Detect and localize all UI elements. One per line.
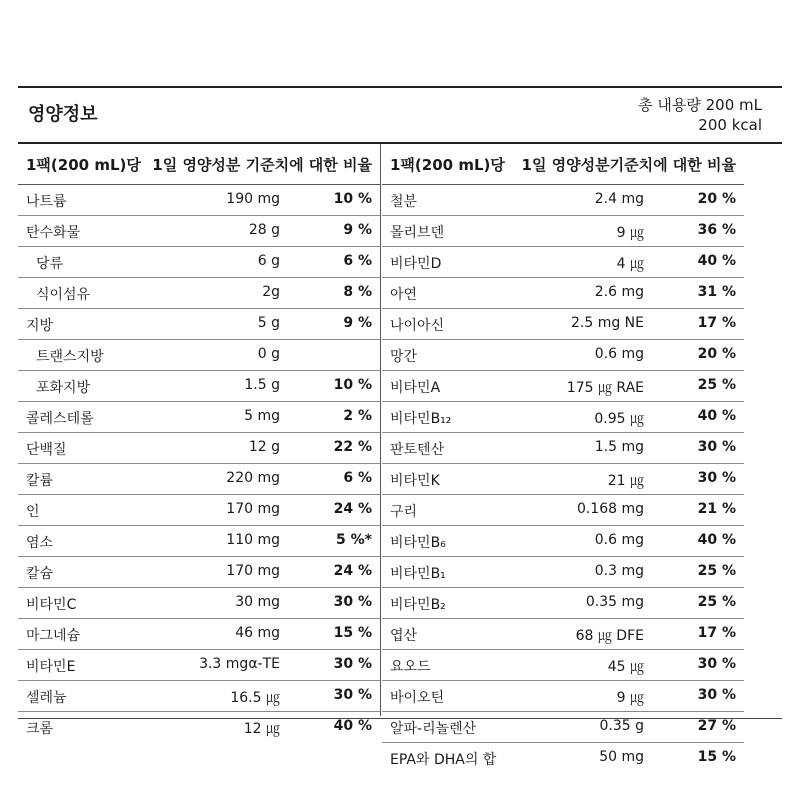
nutrient-name: 구리 bbox=[390, 504, 418, 520]
nutrient-row bbox=[382, 619, 744, 650]
nutrient-name: 알파-리놀렌산 bbox=[390, 721, 477, 737]
nutrient-name: 비타민B₂ bbox=[390, 597, 446, 613]
nutrient-row bbox=[382, 247, 744, 278]
nutrient-name: 칼륨 bbox=[26, 473, 54, 489]
nutrient-row bbox=[382, 681, 744, 712]
nutrient-amount: 2.5 mg NE bbox=[570, 315, 644, 331]
right-column-header bbox=[382, 144, 744, 185]
nutrient-row bbox=[18, 495, 380, 526]
nutrient-daily-pct: 8 % bbox=[343, 284, 372, 300]
nutrient-amount: 175 ㎍ RAE bbox=[566, 380, 644, 396]
nutrient-row bbox=[382, 402, 744, 433]
nutrient-row bbox=[382, 588, 744, 619]
nutrient-name: 망간 bbox=[390, 349, 418, 365]
nutrient-row bbox=[18, 371, 380, 402]
nutrient-amount: 0.3 mg bbox=[594, 563, 644, 579]
nutrient-row bbox=[382, 278, 744, 309]
nutrient-row bbox=[382, 433, 744, 464]
left-rows bbox=[18, 185, 380, 742]
nutrient-row bbox=[18, 588, 380, 619]
nutrient-amount: 2.6 mg bbox=[594, 284, 644, 300]
nutrient-daily-pct: 25 % bbox=[697, 594, 736, 610]
nutrient-name: 셀레늄 bbox=[26, 690, 67, 706]
nutrient-name: 비타민E bbox=[26, 659, 76, 675]
nutrient-daily-pct: 15 % bbox=[697, 749, 736, 765]
nutrient-daily-pct: 30 % bbox=[697, 687, 736, 703]
nutrient-amount: 2.4 mg bbox=[594, 191, 644, 207]
nutrient-name: 바이오틴 bbox=[390, 690, 445, 706]
nutrient-name: 비타민A bbox=[390, 380, 441, 396]
nutrient-daily-pct: 30 % bbox=[697, 656, 736, 672]
nutrient-name: 트랜스지방 bbox=[36, 349, 104, 365]
nutrient-daily-pct: 9 % bbox=[343, 315, 372, 331]
total-kcal: 200 kcal bbox=[698, 116, 762, 134]
nutrient-row bbox=[382, 185, 744, 216]
nutrient-daily-pct: 40 % bbox=[697, 408, 736, 424]
nutrient-name: 비타민B₁ bbox=[390, 566, 446, 582]
nutrient-amount: 190 mg bbox=[226, 191, 280, 207]
nutrient-daily-pct: 22 % bbox=[333, 439, 372, 455]
nutrient-name: 비타민B₁₂ bbox=[390, 411, 452, 427]
nutrient-amount: 4 ㎍ bbox=[616, 256, 644, 272]
nutrient-daily-pct: 5 %* bbox=[336, 532, 372, 548]
nutrient-amount: 45 ㎍ bbox=[607, 659, 644, 675]
nutrient-amount: 12 ㎍ bbox=[243, 721, 280, 737]
nutrient-row bbox=[382, 216, 744, 247]
nutrient-daily-pct: 31 % bbox=[697, 284, 736, 300]
nutrient-amount: 3.3 mgα-TE bbox=[199, 656, 280, 672]
nutrient-amount: 2g bbox=[262, 284, 280, 300]
nutrient-amount: 50 mg bbox=[599, 749, 644, 765]
nutrient-name: 아연 bbox=[390, 287, 418, 303]
nutrient-name: 비타민C bbox=[26, 597, 77, 613]
nutrient-daily-pct: 17 % bbox=[697, 625, 736, 641]
nutrient-row bbox=[382, 650, 744, 681]
nutrient-name: 탄수화물 bbox=[26, 225, 81, 241]
nutrient-amount: 68 ㎍ DFE bbox=[575, 628, 644, 644]
nutrient-name: 염소 bbox=[26, 535, 54, 551]
nutrient-row bbox=[18, 464, 380, 495]
nutrient-daily-pct: 20 % bbox=[697, 191, 736, 207]
nutrient-name: 인 bbox=[26, 504, 40, 520]
nutrient-amount: 21 ㎍ bbox=[607, 473, 644, 489]
daily-value-header: 1일 영양성분 기준치에 대한 비율 bbox=[152, 156, 372, 174]
nutrition-facts-panel bbox=[18, 86, 782, 768]
nutrient-name: 비타민B₆ bbox=[390, 535, 446, 551]
nutrient-amount: 12 g bbox=[248, 439, 280, 455]
nutrient-row bbox=[382, 495, 744, 526]
nutrient-row bbox=[382, 712, 744, 743]
nutrient-amount: 0.95 ㎍ bbox=[594, 411, 644, 427]
nutrient-daily-pct: 25 % bbox=[697, 377, 736, 393]
nutrient-daily-pct: 40 % bbox=[333, 718, 372, 734]
total-volume: 총 내용량 200 mL bbox=[638, 96, 762, 114]
nutrient-amount: 0.6 mg bbox=[594, 346, 644, 362]
nutrient-name: 나트륨 bbox=[26, 194, 67, 210]
nutrient-amount: 1.5 mg bbox=[594, 439, 644, 455]
nutrient-amount: 9 ㎍ bbox=[616, 690, 644, 706]
right-rows bbox=[382, 185, 744, 773]
nutrient-daily-pct: 30 % bbox=[333, 656, 372, 672]
serving-header: 1팩(200 mL)당 bbox=[26, 156, 141, 174]
nutrient-amount: 170 mg bbox=[226, 563, 280, 579]
nutrient-row bbox=[382, 743, 744, 773]
nutrient-row bbox=[382, 464, 744, 495]
nutrient-daily-pct: 10 % bbox=[333, 191, 372, 207]
nutrient-daily-pct: 2 % bbox=[343, 408, 372, 424]
nutrient-row bbox=[18, 185, 380, 216]
nutrient-name: 엽산 bbox=[390, 628, 418, 644]
nutrition-title: 영양정보 bbox=[28, 104, 98, 125]
left-column bbox=[18, 144, 380, 742]
nutrient-row bbox=[18, 650, 380, 681]
nutrient-amount: 0.168 mg bbox=[576, 501, 644, 517]
nutrient-daily-pct: 9 % bbox=[343, 222, 372, 238]
nutrient-amount: 220 mg bbox=[226, 470, 280, 486]
nutrient-amount: 170 mg bbox=[226, 501, 280, 517]
nutrient-amount: 0.6 mg bbox=[594, 532, 644, 548]
nutrient-daily-pct: 27 % bbox=[697, 718, 736, 734]
nutrient-daily-pct: 17 % bbox=[697, 315, 736, 331]
nutrient-daily-pct: 15 % bbox=[333, 625, 372, 641]
nutrient-row bbox=[18, 557, 380, 588]
nutrient-daily-pct: 30 % bbox=[333, 594, 372, 610]
nutrient-amount: 0.35 mg bbox=[585, 594, 644, 610]
nutrition-header bbox=[18, 88, 782, 142]
nutrient-name: 비타민D bbox=[390, 256, 442, 272]
nutrient-daily-pct: 24 % bbox=[333, 563, 372, 579]
nutrient-row bbox=[18, 712, 380, 742]
nutrient-row bbox=[18, 278, 380, 309]
nutrient-amount: 16.5 ㎍ bbox=[230, 690, 280, 706]
nutrient-name: 비타민K bbox=[390, 473, 440, 489]
nutrient-amount: 30 mg bbox=[235, 594, 280, 610]
column-divider bbox=[380, 144, 381, 716]
nutrient-name: 지방 bbox=[26, 318, 54, 334]
nutrient-daily-pct: 36 % bbox=[697, 222, 736, 238]
nutrient-row bbox=[18, 619, 380, 650]
nutrient-name: 철분 bbox=[390, 194, 418, 210]
nutrient-daily-pct: 30 % bbox=[697, 439, 736, 455]
nutrient-name: 크롬 bbox=[26, 721, 54, 737]
nutrient-name: 마그네슘 bbox=[26, 628, 81, 644]
nutrient-amount: 5 g bbox=[257, 315, 280, 331]
nutrient-amount: 1.5 g bbox=[244, 377, 280, 393]
nutrient-name: 요오드 bbox=[390, 659, 431, 675]
nutrient-amount: 0 g bbox=[257, 346, 280, 362]
nutrient-row bbox=[18, 309, 380, 340]
nutrient-amount: 5 mg bbox=[244, 408, 280, 424]
daily-value-header-right: 1일 영양성분기준치에 대한 비율 bbox=[521, 156, 736, 174]
nutrient-daily-pct: 20 % bbox=[697, 346, 736, 362]
nutrient-row bbox=[18, 402, 380, 433]
nutrient-row bbox=[382, 371, 744, 402]
nutrient-amount: 6 g bbox=[257, 253, 280, 269]
nutrient-row bbox=[18, 681, 380, 712]
nutrient-name: 콜레스테롤 bbox=[26, 411, 94, 427]
nutrient-name: 당류 bbox=[36, 256, 64, 272]
nutrient-daily-pct: 40 % bbox=[697, 532, 736, 548]
nutrient-name: 몰리브덴 bbox=[390, 225, 445, 241]
nutrient-row bbox=[18, 247, 380, 278]
nutrient-daily-pct: 40 % bbox=[697, 253, 736, 269]
left-column-header bbox=[18, 144, 380, 185]
nutrient-name: 단백질 bbox=[26, 442, 67, 458]
nutrient-amount: 110 mg bbox=[226, 532, 280, 548]
nutrient-daily-pct: 24 % bbox=[333, 501, 372, 517]
nutrient-row bbox=[18, 340, 380, 371]
nutrient-name: 판토텐산 bbox=[390, 442, 445, 458]
right-column bbox=[382, 144, 744, 773]
nutrient-daily-pct: 25 % bbox=[697, 563, 736, 579]
nutrient-amount: 28 g bbox=[248, 222, 280, 238]
nutrient-name: 식이섬유 bbox=[36, 287, 91, 303]
nutrient-amount: 46 mg bbox=[235, 625, 280, 641]
nutrient-name: 나이아신 bbox=[390, 318, 445, 334]
nutrient-amount: 0.35 g bbox=[599, 718, 644, 734]
nutrient-daily-pct: 30 % bbox=[333, 687, 372, 703]
nutrient-name: 포화지방 bbox=[36, 380, 91, 396]
nutrient-row bbox=[18, 433, 380, 464]
nutrient-daily-pct: 30 % bbox=[697, 470, 736, 486]
nutrient-daily-pct: 6 % bbox=[343, 253, 372, 269]
nutrient-daily-pct: 21 % bbox=[697, 501, 736, 517]
nutrient-row bbox=[382, 309, 744, 340]
nutrient-row bbox=[382, 340, 744, 371]
nutrient-daily-pct: 10 % bbox=[333, 377, 372, 393]
nutrient-name: 칼슘 bbox=[26, 566, 54, 582]
nutrient-row bbox=[382, 557, 744, 588]
nutrient-daily-pct: 6 % bbox=[343, 470, 372, 486]
nutrient-row bbox=[382, 526, 744, 557]
nutrient-row bbox=[18, 216, 380, 247]
nutrient-row bbox=[18, 526, 380, 557]
serving-header-right: 1팩(200 mL)당 bbox=[390, 156, 505, 174]
nutrient-amount: 9 ㎍ bbox=[616, 225, 644, 241]
nutrient-name: EPA와 DHA의 합 bbox=[390, 752, 497, 768]
